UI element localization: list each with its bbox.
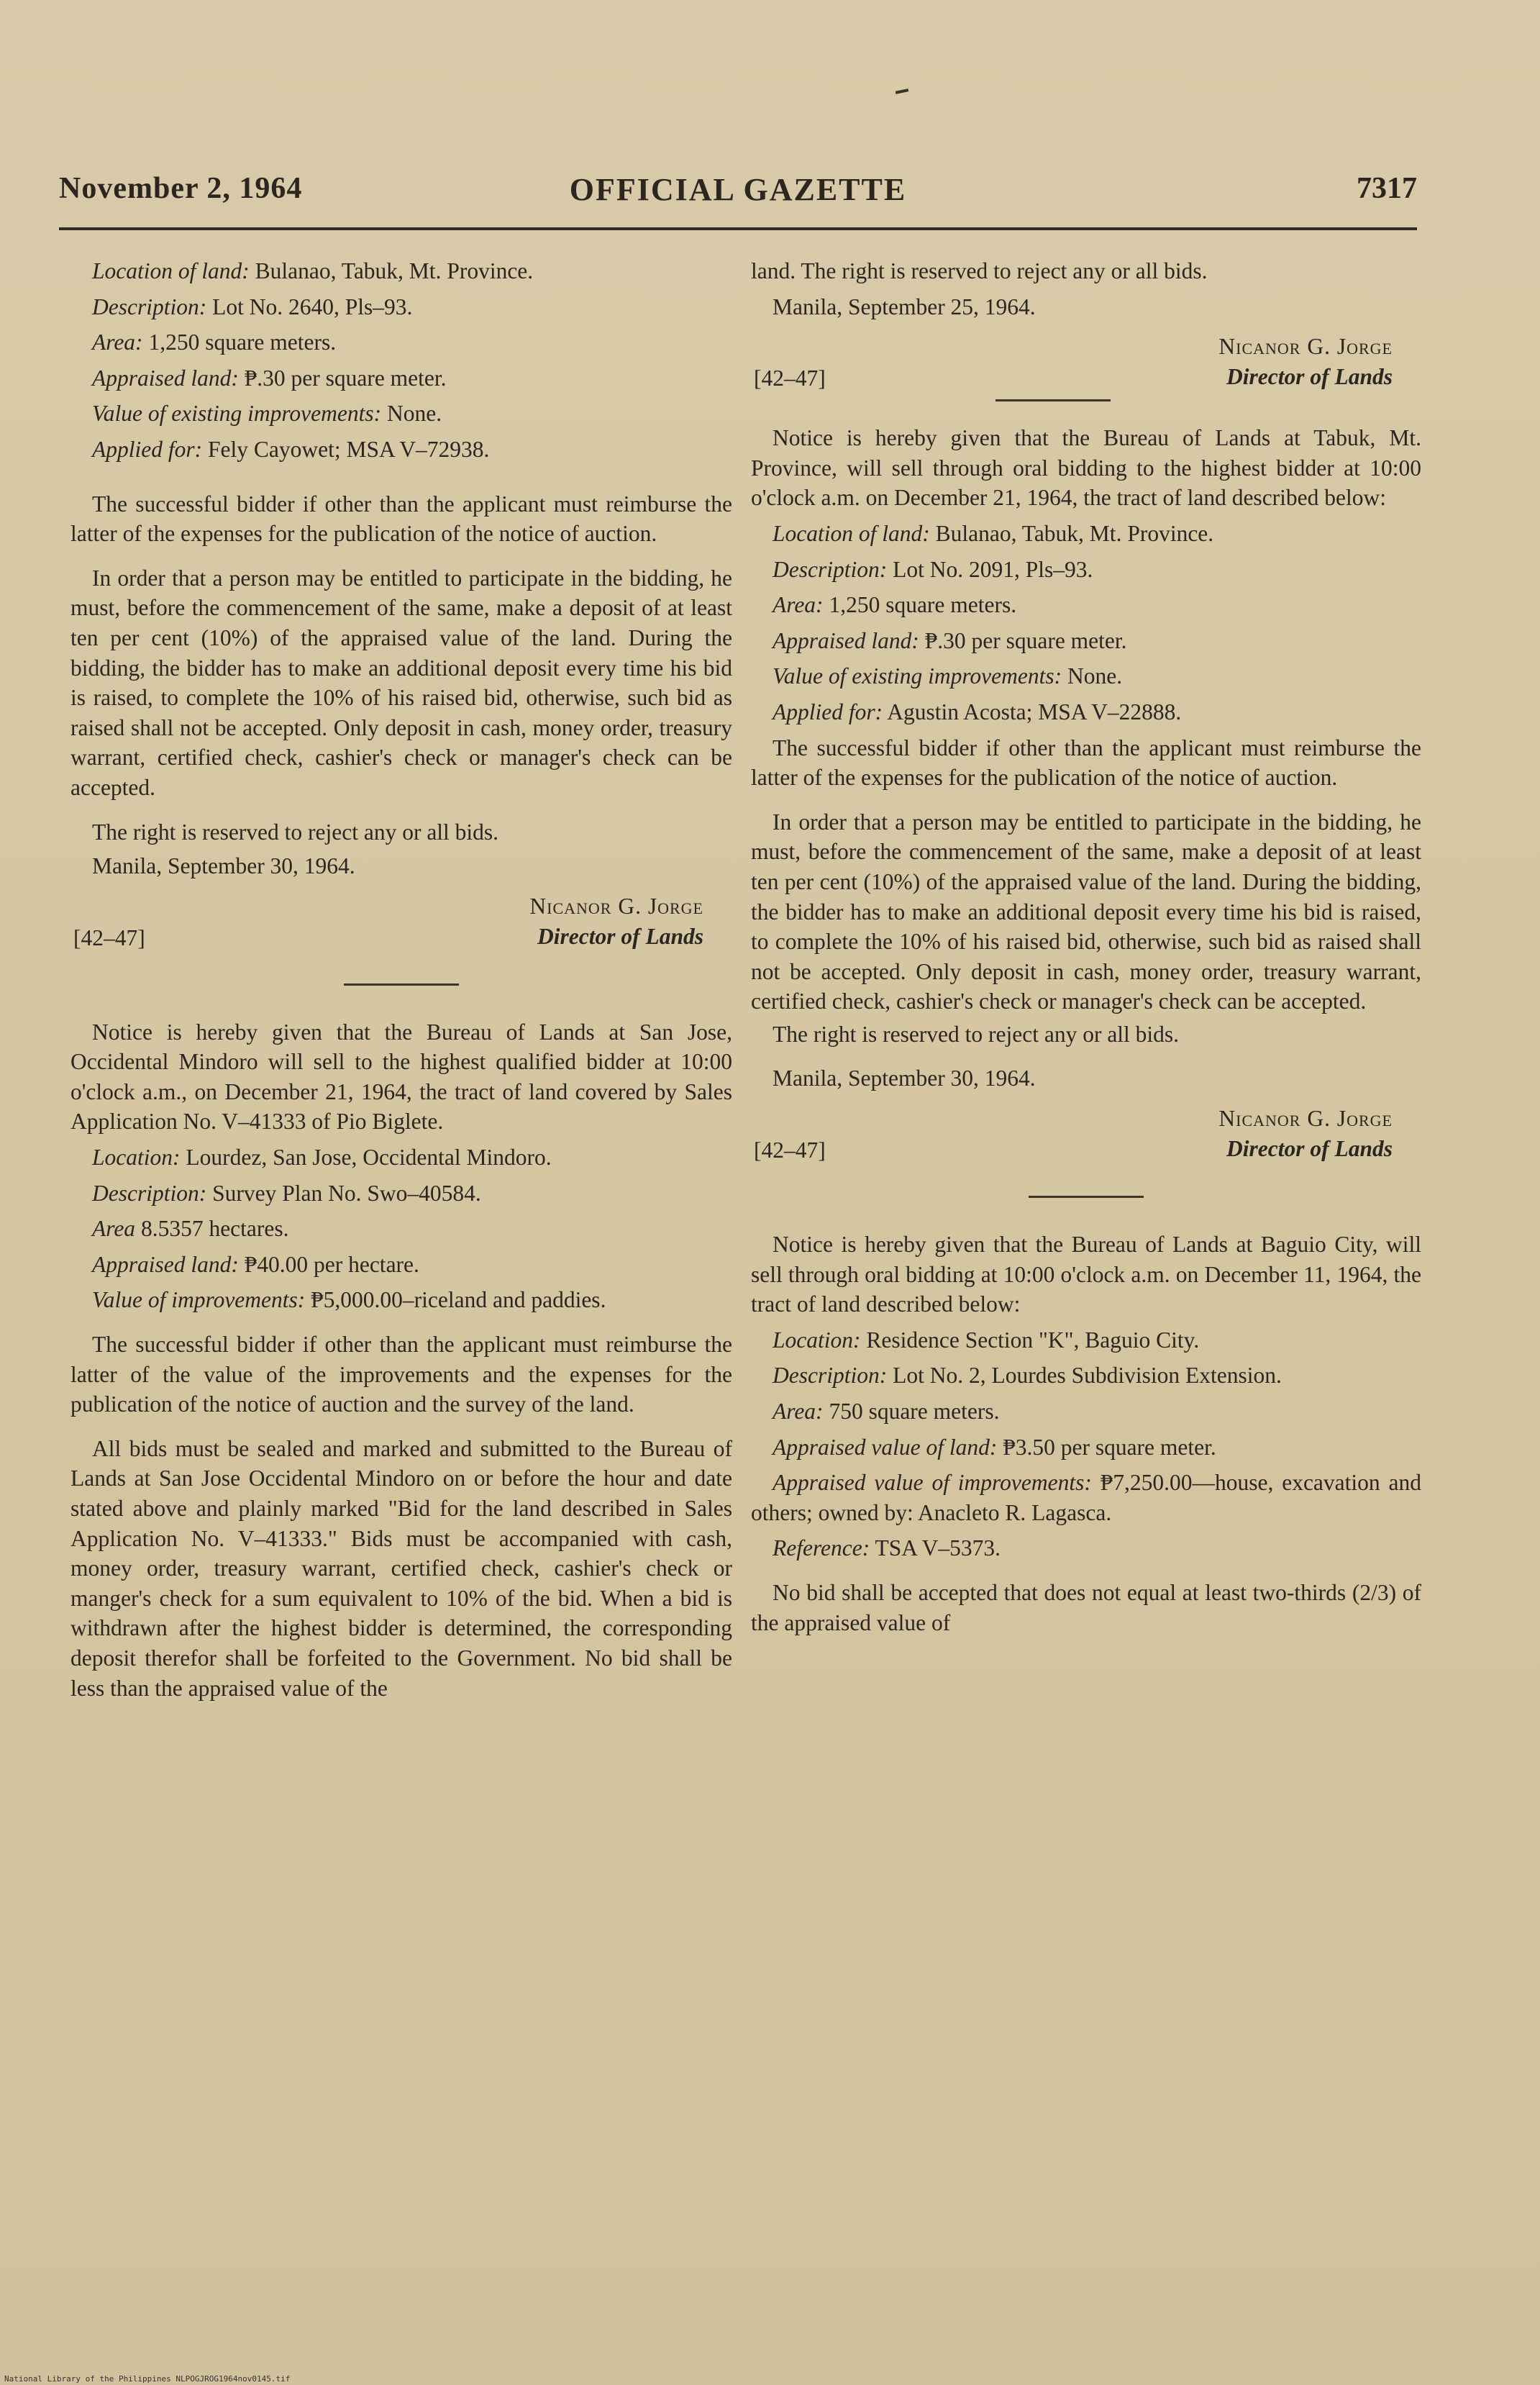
n1-dateline: Manila, September 30, 1964. bbox=[92, 853, 355, 879]
n1-description: Description: Lot No. 2640, Pls–93. bbox=[92, 294, 413, 319]
n3-area: Area: 1,250 square meters. bbox=[773, 592, 1017, 618]
page-number: 7317 bbox=[1357, 172, 1417, 205]
signer-name: Nicanor G. Jorge bbox=[1218, 1106, 1393, 1132]
signer-title: Director of Lands bbox=[1226, 364, 1393, 390]
n4-area: Area: 750 square meters. bbox=[773, 1399, 1000, 1425]
n3-improvements: Value of existing improvements: None. bbox=[773, 663, 1123, 689]
n1-area: Area: 1,250 square meters. bbox=[92, 330, 337, 355]
n4-reference: Reference: TSA V–5373. bbox=[773, 1535, 1001, 1561]
n2-dateline: Manila, September 25, 1964. bbox=[773, 294, 1036, 319]
n3-appraised: Appraised land: ₱.30 per square meter. bbox=[773, 627, 1127, 653]
n2-description: Description: Survey Plan No. Swo–40584. bbox=[92, 1180, 481, 1206]
signer-title: Director of Lands bbox=[537, 923, 703, 949]
n1-para1: The successful bidder if other than the applicant must reimburse the latter of the expenses for the publication of the notice of auction. bbox=[70, 491, 732, 547]
notice-separator bbox=[995, 399, 1111, 401]
n1-signature bbox=[70, 891, 732, 952]
n4-description: Description: Lot No. 2, Lourdes Subdivision Extension. bbox=[773, 1363, 1282, 1389]
n4-appraised-improvements: Appraised value of improvements: ₱7,250.00—house, excavation and others; owned by: Anacleto R. Lagasca. bbox=[751, 1470, 1421, 1525]
n3-para1: The successful bidder if other than the applicant must reimburse the latter of the expenses for the publication of the notice of auction. bbox=[751, 735, 1421, 791]
n2-appraised: Appraised land: ₱40.00 per hectare. bbox=[92, 1251, 419, 1277]
n1-improvements: Value of existing improvements: None. bbox=[92, 401, 442, 427]
page-header bbox=[59, 171, 1417, 214]
header-rule bbox=[59, 227, 1417, 230]
notice-code: [42–47] bbox=[754, 1137, 826, 1163]
n1-para3: The right is reserved to reject any or all bids. bbox=[92, 819, 499, 845]
n3-dateline: Manila, September 30, 1964. bbox=[773, 1066, 1036, 1091]
n3-location: Location of land: Bulanao, Tabuk, Mt. Province. bbox=[773, 520, 1214, 546]
right-column bbox=[751, 256, 1421, 1637]
n3-para2: In order that a person may be entitled to participate in the bidding, he must, before the commencement of the same, make a deposit of at least ten per cent (10%) of the appraised value of the land. During the bidding, the bidder has to make an additional deposit every time his bid is raised, to complete the 10% of his raised bid, otherwise, such bid as raised shall not be accepted. Only deposit in cash, money order, treasury warrant, certified check, cashier's check or manager's check can be accepted. bbox=[751, 809, 1421, 1014]
publication-title: OFFICIAL GAZETTE bbox=[569, 172, 907, 207]
n4-location: Location: Residence Section "K", Baguio City. bbox=[773, 1327, 1200, 1353]
n2-location: Location: Lourdez, San Jose, Occidental Mindoro. bbox=[92, 1145, 552, 1171]
n2-para2: All bids must be sealed and marked and submitted to the Bureau of Lands at San Jose Occidental Mindoro on or before the hour and date stated above and plainly marked "Bid for the land described in Sales Application No. V–41333." Bids must be accompanied with cash, money order, treasury warrant, certified check, cashier's check or manger's check for a sum equivalent to 10% of the bid. When a bid is withdrawn after the highest bidder is determined, the corresponding deposit therefor shall be forfeited to the Government. No bid shall be less than the appraised value of the bbox=[70, 1435, 732, 1701]
n4-appraised-land: Appraised value of land: ₱3.50 per square meter. bbox=[773, 1434, 1216, 1460]
n2-continuation: land. The right is reserved to reject any or all bids. bbox=[751, 258, 1208, 283]
n1-location: Location of land: Bulanao, Tabuk, Mt. Province. bbox=[92, 258, 534, 283]
n3-signature bbox=[751, 1104, 1421, 1164]
n3-para3: The right is reserved to reject any or all bids. bbox=[773, 1021, 1180, 1047]
n2-improvements: Value of improvements: ₱5,000.00–riceland and paddies. bbox=[92, 1287, 606, 1313]
n2-signature bbox=[751, 332, 1421, 392]
signer-title: Director of Lands bbox=[1226, 1136, 1393, 1162]
n2-para1: The successful bidder if other than the applicant must reimburse the latter of the value of the improvements and the expenses for the publication of the notice of auction and the survey of the land. bbox=[70, 1332, 732, 1417]
n1-applied: Applied for: Fely Cayowet; MSA V–72938. bbox=[92, 436, 490, 462]
notice-code: [42–47] bbox=[73, 925, 145, 950]
n1-appraised: Appraised land: ₱.30 per square meter. bbox=[92, 365, 447, 391]
n4-intro: Notice is hereby given that the Bureau of Lands at Baguio City, will sell through oral bidding at 10:00 o'clock a.m. on December 11, 1964, the tract of land described below: bbox=[751, 1232, 1421, 1317]
ink-mark bbox=[896, 88, 908, 94]
notice-code: [42–47] bbox=[754, 365, 826, 391]
n4-para1: No bid shall be accepted that does not equal at least two-thirds (2/3) of the appraised value of bbox=[751, 1580, 1421, 1635]
n2-area: Area 8.5357 hectares. bbox=[92, 1216, 289, 1242]
left-column bbox=[70, 256, 732, 1703]
scan-footer: National Library of the Philippines NLPOGJROG1964nov0145.tif bbox=[4, 2374, 291, 2384]
signer-name: Nicanor G. Jorge bbox=[1218, 334, 1393, 360]
notice-separator bbox=[344, 983, 459, 986]
n3-intro: Notice is hereby given that the Bureau of Lands at Tabuk, Mt. Province, will sell through oral bidding to the highest bidder at 10:00 o'clock a.m. on December 21, 1964, the tract of land described below: bbox=[751, 425, 1421, 511]
issue-date: November 2, 1964 bbox=[59, 172, 303, 205]
n3-applied: Applied for: Agustin Acosta; MSA V–22888. bbox=[773, 699, 1182, 724]
notice-separator bbox=[1029, 1196, 1144, 1198]
n3-description: Description: Lot No. 2091, Pls–93. bbox=[773, 556, 1093, 582]
n2-intro: Notice is hereby given that the Bureau of Lands at San Jose, Occidental Mindoro will sell to the highest qualified bidder at 10:00 o'clock a.m., on December 21, 1964, the tract of land covered by Sales Application No. V–41333 of Pio Biglete. bbox=[70, 1019, 732, 1135]
n1-para2: In order that a person may be entitled to participate in the bidding, he must, before the commencement of the same, make a deposit of at least ten per cent (10%) of the appraised value of the land. During the bidding, the bidder has to make an additional deposit every time his bid is raised, to complete the 10% of his raised bid, otherwise, such bid as raised shall not be accepted. Only deposit in cash, money order, treasury warrant, certified check, cashier's check or manager's check can be accepted. bbox=[70, 565, 732, 800]
signer-name: Nicanor G. Jorge bbox=[529, 893, 703, 919]
